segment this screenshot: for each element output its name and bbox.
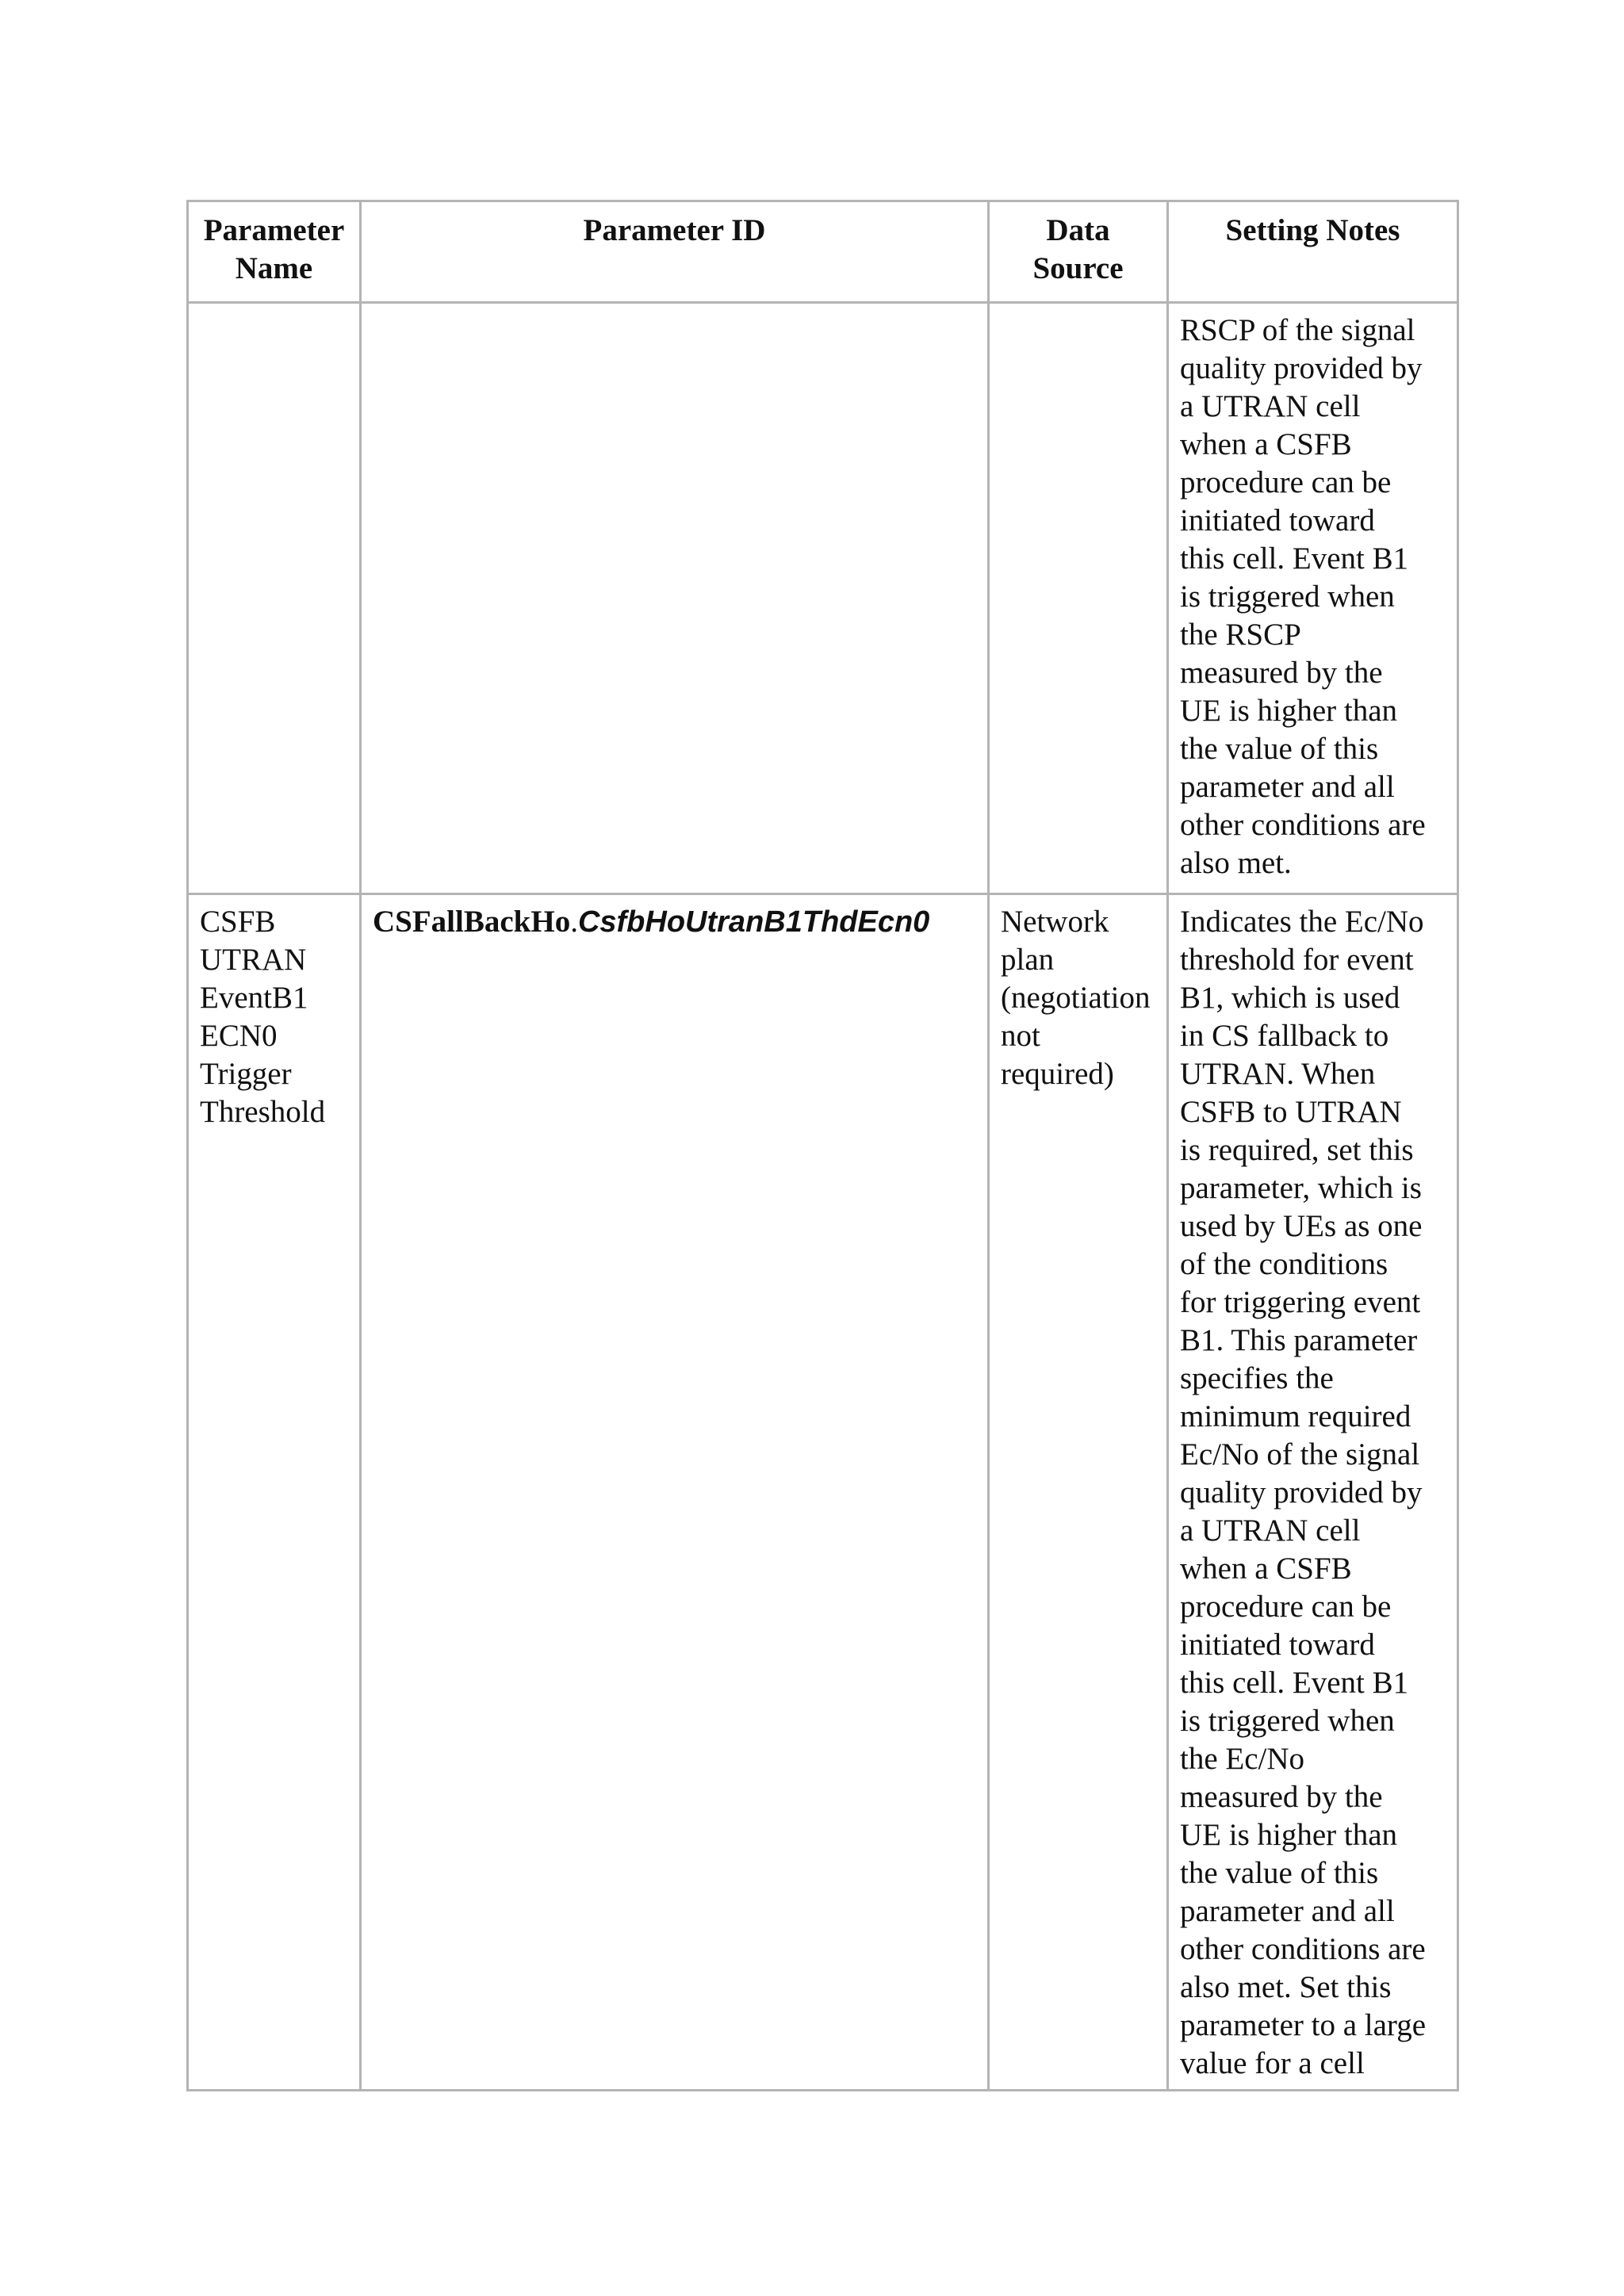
parameter-id-dot: .: [570, 905, 578, 939]
parameter-id-object: CSFallBackHo: [373, 905, 571, 939]
table-row: [188, 303, 1458, 894]
cell-data-source: Network plan (negotiation not required): [989, 894, 1168, 2091]
cell-setting-notes: RSCP of the signal quality provided by a UTRAN cell when a CSFB procedure can be initiated toward this cell. Event B1 is triggered when the RSCP measured by the UE is higher than the value of this parameter and all other conditions are also met.: [1168, 303, 1458, 894]
cell-setting-notes: Indicates the Ec/No threshold for event B1, which is used in CS fallback to UTRAN. When CSFB to UTRAN is required, set this parameter, which is used by UEs as one of the conditions for triggering event B1. This parameter specifies the minimum required Ec/No of the signal quality provided by a UTRAN cell when a CSFB procedure can be initiated toward this cell. Event B1 is triggered when the Ec/No measured by the UE is higher than the value of this parameter and all other conditions are also met. Set this parameter to a large value for a cell: [1168, 894, 1458, 2091]
header-setting-notes: Setting Notes: [1168, 201, 1458, 303]
parameter-table: [186, 200, 1459, 2091]
parameter-id-attribute: CsfbHoUtranB1ThdEcn0: [577, 905, 930, 939]
cell-data-source: [989, 303, 1168, 894]
cell-parameter-id: [361, 303, 989, 894]
table-header-row: [188, 201, 1458, 303]
cell-parameter-name: CSFB UTRAN EventB1 ECN0 Trigger Threshold: [188, 894, 361, 2091]
table-row: [188, 894, 1458, 2091]
cell-parameter-id: [361, 894, 989, 2091]
parameter-id: [373, 903, 976, 941]
cell-parameter-name: [188, 303, 361, 894]
header-parameter-name: Parameter Name: [188, 201, 361, 303]
header-parameter-id: Parameter ID: [361, 201, 989, 303]
header-data-source: Data Source: [989, 201, 1168, 303]
